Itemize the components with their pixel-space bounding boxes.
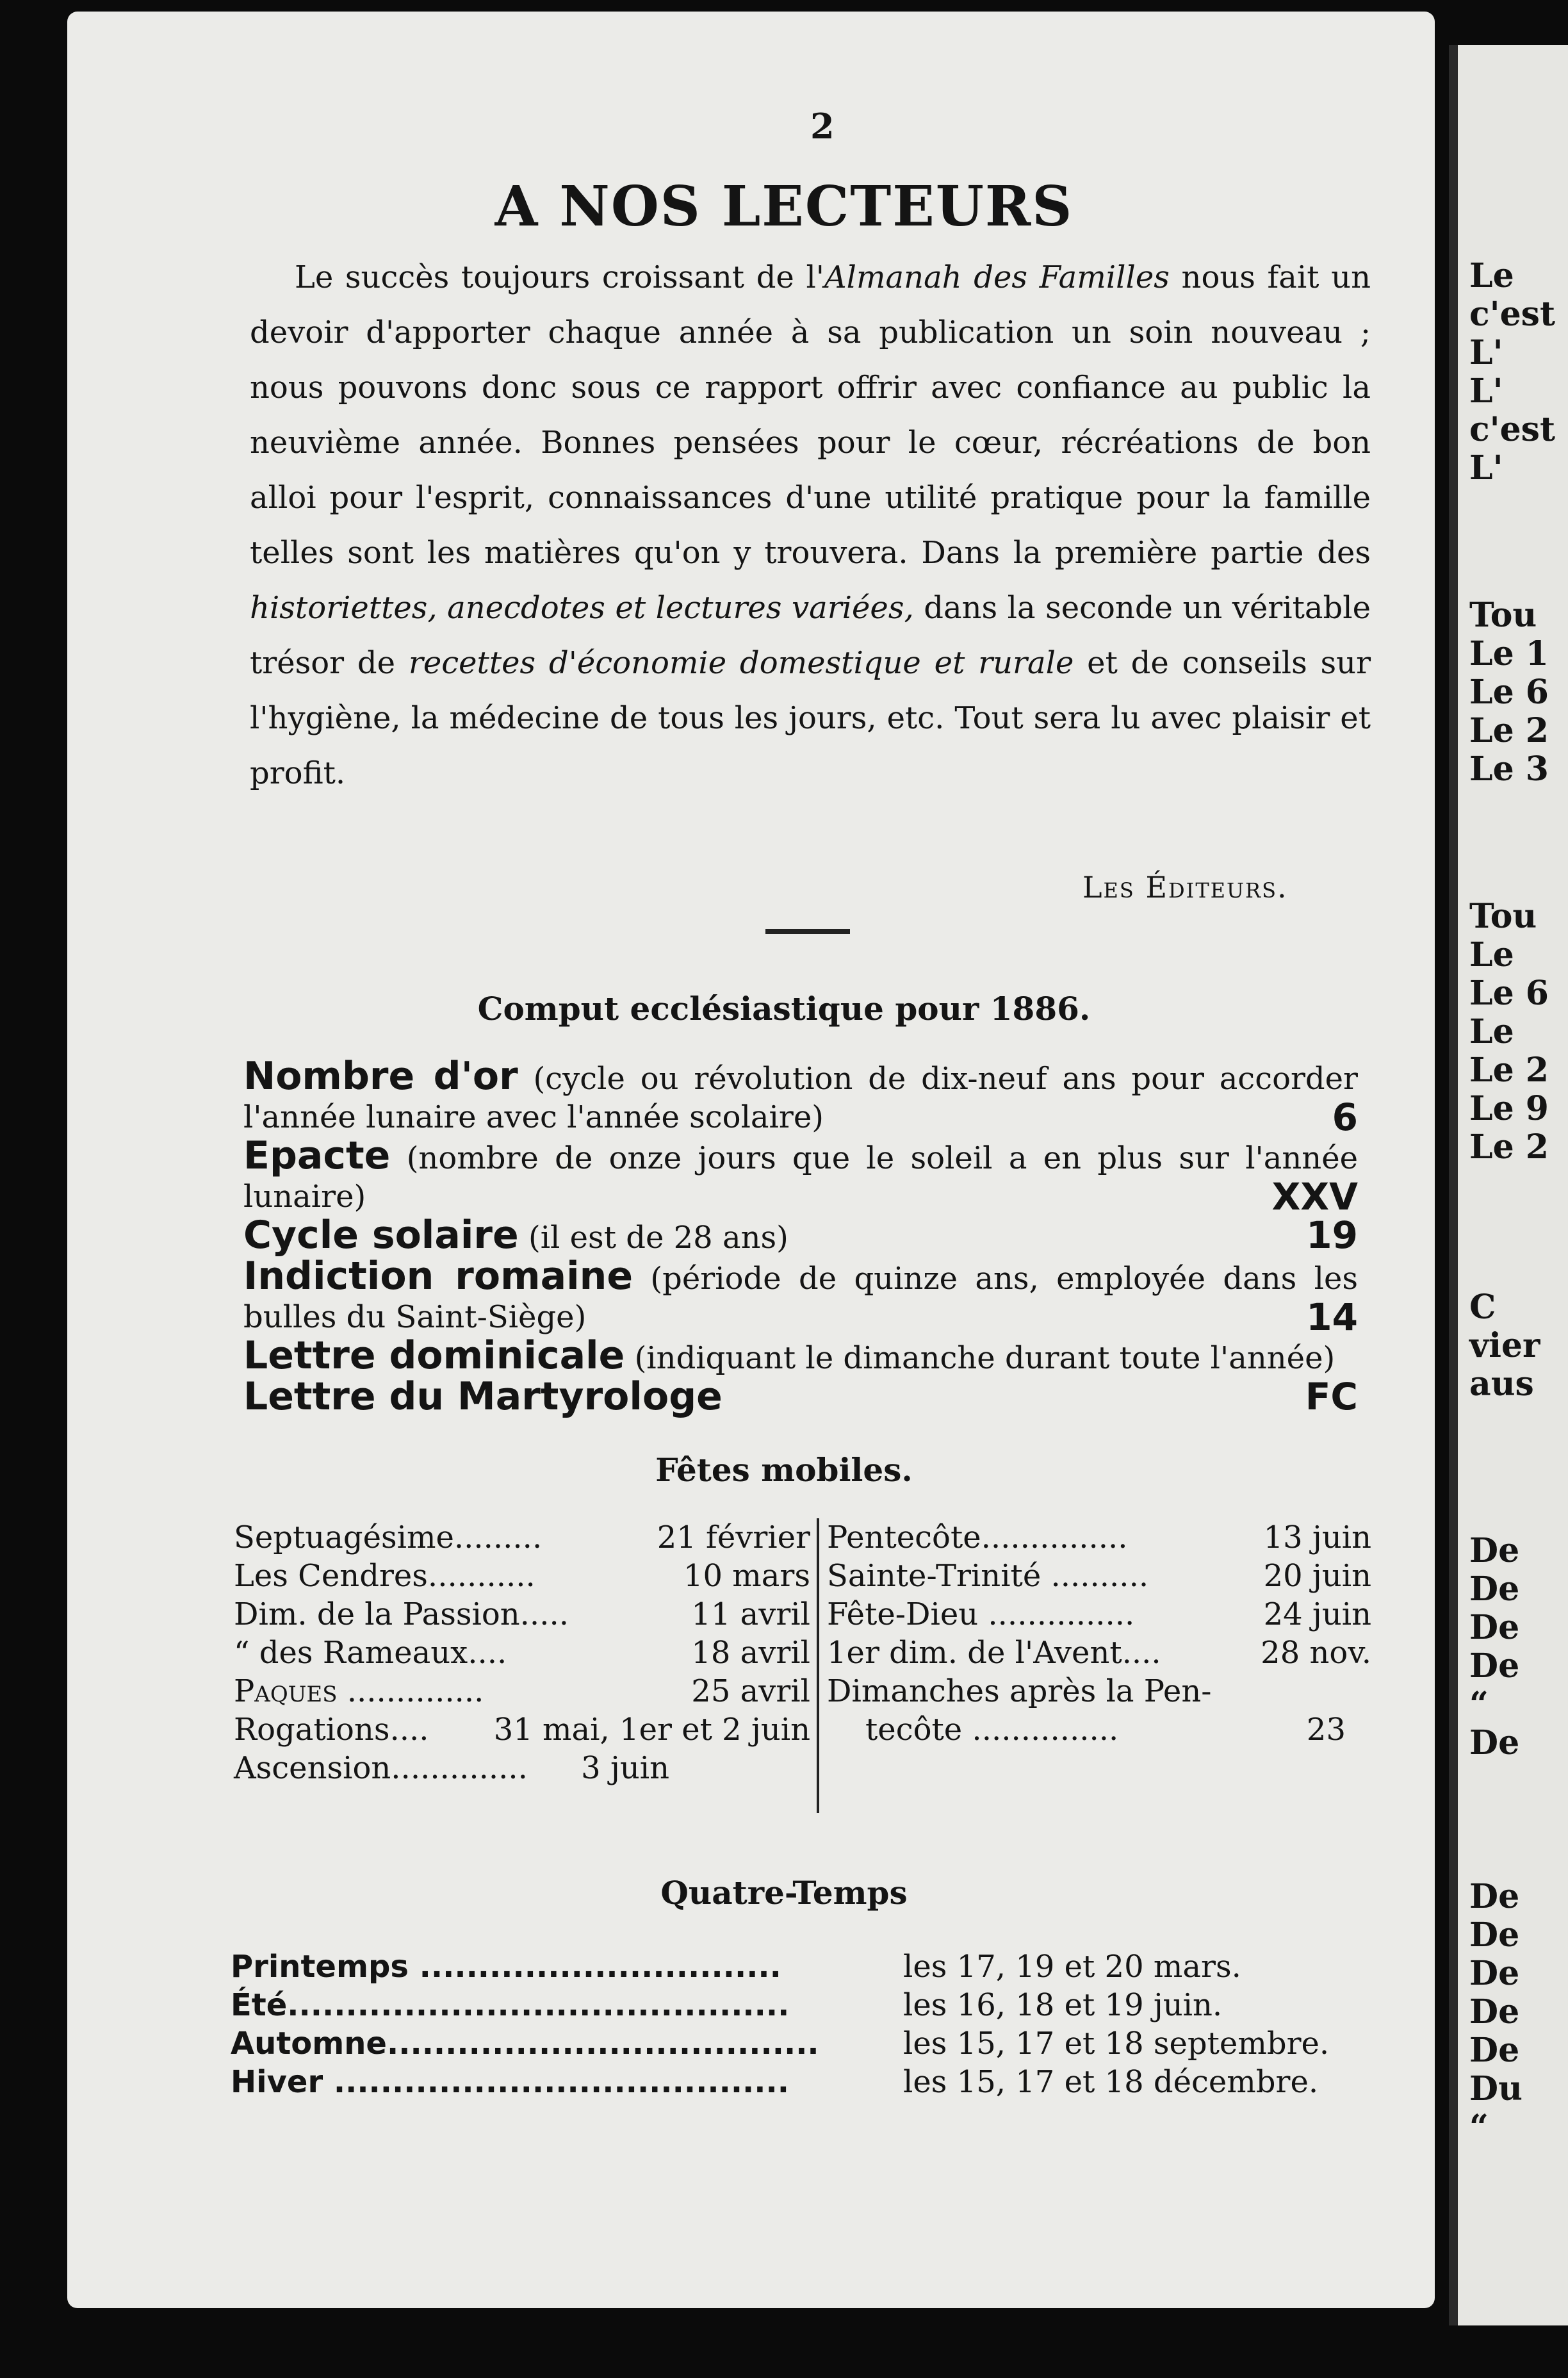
fete-date: 20 juin — [1263, 1558, 1371, 1594]
fetes-heading: Fêtes mobiles. — [655, 1451, 913, 1489]
fragment: Le — [1469, 935, 1514, 974]
fete-date: 3 juin — [581, 1750, 669, 1786]
fragment: De — [1469, 2031, 1520, 2070]
fragment: Le 6 — [1469, 974, 1549, 1013]
fete-label: Dimanches après la Pen- — [827, 1673, 1212, 1709]
comput-desc: (indiquant le dimanche durant toute l'année) — [625, 1340, 1335, 1376]
comput-term: Lettre dominicale — [243, 1333, 625, 1378]
fete-label: Ascension.............. — [234, 1750, 528, 1786]
fete-label: 1er dim. de l'Avent.... — [827, 1635, 1161, 1671]
comput-item — [243, 1254, 1358, 1339]
fragment: Le 3 — [1469, 750, 1549, 789]
fragment: De — [1469, 1954, 1520, 1993]
page-title: A NOS LECTEURS — [494, 174, 1074, 239]
fete-label: Fête-Dieu ............... — [827, 1596, 1135, 1632]
comput-value: 14 — [1306, 1295, 1358, 1339]
fragment: De — [1469, 1915, 1520, 1955]
fete-date: 21 février — [657, 1520, 810, 1555]
page-number: 2 — [810, 106, 835, 147]
qt-date: les 15, 17 et 18 septembre. — [903, 2026, 1330, 2062]
qt-label: Hiver ....................................... — [231, 2064, 789, 2100]
quatre-temps-table — [231, 1948, 1345, 2101]
divider — [765, 929, 850, 934]
fragment: De — [1469, 1531, 1520, 1570]
fete-row — [827, 1595, 1371, 1634]
intro-text: Le succès toujours croissant de l' — [295, 259, 824, 295]
comput-term: Epacte — [243, 1133, 391, 1178]
comput-heading: Comput ecclésiastique pour 1886. — [477, 990, 1091, 1028]
fragment: Le 9 — [1469, 1089, 1549, 1128]
comput-term: Nombre d'or — [243, 1054, 518, 1099]
comput-value: 19 — [1306, 1213, 1358, 1257]
fete-row — [234, 1518, 810, 1557]
fragment: De — [1469, 1570, 1520, 1609]
fragment: Du — [1469, 2069, 1523, 2108]
fete-row — [827, 1672, 1371, 1710]
fete-row — [827, 1710, 1371, 1749]
comput-value: C — [1330, 1375, 1358, 1418]
fragment: De — [1469, 1723, 1520, 1762]
fragment: L' — [1469, 448, 1503, 488]
fete-row — [827, 1518, 1371, 1557]
fete-label: “ des Rameaux.... — [234, 1635, 507, 1671]
qt-label: Printemps ............................... — [231, 1949, 781, 1985]
almanac-title: Almanah des Familles — [824, 259, 1170, 295]
fete-date: 28 nov. — [1261, 1635, 1371, 1671]
fragment: Le 6 — [1469, 673, 1549, 712]
quatre-temps-heading: Quatre-Temps — [660, 1874, 908, 1912]
fete-date: 13 juin — [1263, 1520, 1371, 1555]
intro-text: dans la seconde un véritable trésor de — [250, 590, 1371, 681]
qt-date: les 15, 17 et 18 décembre. — [903, 2064, 1319, 2100]
adjacent-page-edge — [1449, 45, 1568, 2325]
qt-date: les 16, 18 et 19 juin. — [903, 1987, 1223, 2023]
fete-date: 11 avril — [691, 1596, 810, 1632]
comput-desc: (nombre de onze jours que le soleil a en plus sur l'année lunaire) — [243, 1140, 1358, 1215]
comput-desc: (période de quinze ans, employée dans les bulles du Saint-Siège) — [243, 1261, 1358, 1335]
qt-row — [231, 2063, 1345, 2101]
fete-label: Dim. de la Passion..... — [234, 1596, 569, 1632]
fragment: Le — [1469, 1012, 1514, 1051]
fete-label: Les Cendres........... — [234, 1558, 535, 1594]
fragment: “ — [1469, 2108, 1489, 2147]
fete-row — [234, 1557, 810, 1595]
comput-term: Cycle solaire — [243, 1213, 519, 1258]
fete-row — [234, 1672, 810, 1710]
fragment: vier — [1469, 1326, 1540, 1365]
qt-row — [231, 1948, 1345, 1986]
comput-item — [243, 1054, 1358, 1139]
fete-row — [234, 1749, 810, 1787]
comput-value: XXV — [1271, 1175, 1358, 1218]
comput-desc: (il est de 28 ans) — [518, 1220, 788, 1256]
fete-row — [827, 1634, 1371, 1672]
qt-row — [231, 2024, 1345, 2063]
fragment: L' — [1469, 372, 1503, 411]
fete-row — [234, 1595, 810, 1634]
fragment: De — [1469, 1646, 1520, 1685]
comput-term: Indiction romaine — [243, 1254, 633, 1299]
comput-desc: (cycle ou révolution de dix-neuf ans pour accorder l'année lunaire avec l'année scolaire) — [243, 1061, 1358, 1135]
fragment: c'est — [1469, 410, 1555, 449]
fragment: Le 1 — [1469, 634, 1549, 673]
fetes-right-column — [817, 1518, 1371, 1813]
intro-paragraph — [250, 250, 1371, 801]
fragment: Tou — [1469, 897, 1537, 936]
intro-italic: recettes d'économie domestique et rurale — [408, 645, 1074, 681]
fragment: Le 2 — [1469, 1051, 1549, 1090]
fragment: Le — [1469, 256, 1514, 295]
fragment: C — [1469, 1288, 1496, 1327]
signature: Les Éditeurs. — [1082, 870, 1288, 905]
fete-label: Pentecôte............... — [827, 1520, 1128, 1555]
fete-date: 24 juin — [1263, 1596, 1371, 1632]
fete-label: Sainte-Trinité .......... — [827, 1558, 1149, 1594]
qt-label: Été........................................... — [231, 1987, 790, 2023]
comput-item — [243, 1213, 1358, 1258]
comput-item — [243, 1133, 1358, 1218]
fragment: De — [1469, 1877, 1520, 1916]
comput-value: F — [1305, 1375, 1331, 1418]
comput-term: Lettre du Martyrologe — [243, 1374, 723, 1419]
fete-date: 23 — [1306, 1712, 1346, 1748]
fragment: De — [1469, 1608, 1520, 1647]
fragment: c'est — [1469, 295, 1555, 334]
intro-text: nous fait un devoir d'apporter chaque année à sa publication un soin nouveau ; nous pouvons donc sous ce rapport offrir avec confiance au public la neuvième année. Bonnes pensées pour le cœur, récréations de bon alloi pour l'esprit, connaissances d'une utilité pratique pour la famille telles sont les matières qu'on y trouvera. Dans la première partie des — [250, 259, 1371, 571]
fete-date: 31 mai, 1er et 2 juin — [493, 1712, 810, 1748]
fragment: L' — [1469, 333, 1503, 372]
fragment: De — [1469, 1992, 1520, 2031]
fete-label: tecôte ............... — [865, 1712, 1119, 1748]
fragment: Le 2 — [1469, 1128, 1549, 1167]
qt-label: Automne..................................... — [231, 2026, 819, 2062]
comput-item — [243, 1374, 1358, 1419]
fete-row — [234, 1710, 810, 1749]
intro-text: et de conseils sur l'hygiène, la médecine de tous les jours, etc. Tout sera lu avec plaisir et profit. — [250, 645, 1371, 791]
qt-row — [231, 1986, 1345, 2024]
fragment: Le 2 — [1469, 711, 1549, 750]
fete-label: Septuagésime......... — [234, 1520, 543, 1555]
fete-date: 18 avril — [691, 1635, 810, 1671]
fragment: “ — [1469, 1685, 1489, 1724]
qt-date: les 17, 19 et 20 mars. — [903, 1949, 1241, 1985]
comput-list — [243, 1054, 1358, 1419]
comput-value: 6 — [1332, 1095, 1358, 1139]
fete-label: Paques .............. — [234, 1673, 484, 1709]
intro-italic: historiettes, anecdotes et lectures variées, — [250, 590, 914, 626]
fete-label: Rogations.... — [234, 1712, 429, 1748]
fete-date: 25 avril — [691, 1673, 810, 1709]
fetes-left-column — [234, 1518, 810, 1787]
fete-row — [827, 1557, 1371, 1595]
fete-date: 10 mars — [683, 1558, 810, 1594]
fete-row — [234, 1634, 810, 1672]
fragment: aus — [1469, 1365, 1534, 1404]
fragment: Tou — [1469, 596, 1537, 635]
fetes-table — [234, 1518, 1371, 1832]
